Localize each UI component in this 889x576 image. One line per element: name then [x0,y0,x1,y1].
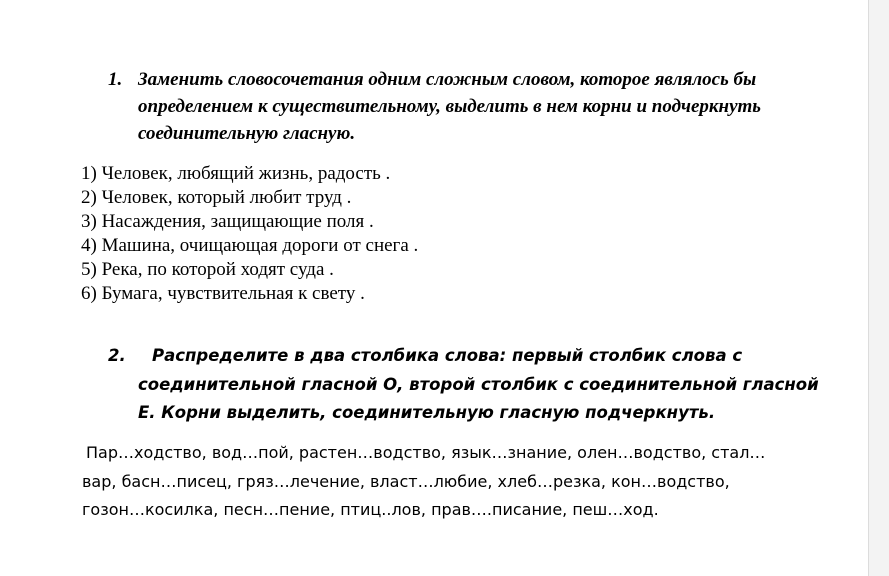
word-list: Пар…ходство, вод…пой, растен…водство, язык…знание, олен…водство, стал…вар, басн…писец, гряз…лечение, власт…любие, хлеб…резка, кон…водство, гозон…косилка, песн…пение, птиц..лов, прав….писание, пеш…ход. [82,443,766,519]
task-1 [108,66,808,147]
phrase-list [81,162,418,306]
task-1-instruction: Заменить словосочетания одним сложным словом, которое являлось бы определением к существительному, выделить в нем корни и подчеркнуть соединительную гласную. [138,69,761,144]
list-item: 3) Насаждения, защищающие поля . [81,211,374,232]
list-item: 6) Бумага, чувствительная к свету . [81,283,365,304]
task-2-instruction: Распределите в два столбика слова: первый столбик слова с соединительной гласной О, второй столбик с соединительной гласной Е. Корни выделить, соединительную гласную подчеркнуть. [138,346,819,422]
task-2 [108,342,828,428]
list-item: 1) Человек, любящий жизнь, радость . [81,163,391,184]
task-2-number: 2. [108,346,126,365]
scrollbar[interactable] [868,0,889,576]
task-1-number: 1. [108,69,123,90]
list-item: 2) Человек, который любит труд . [81,187,352,208]
list-item: 4) Машина, очищающая дороги от снега . [81,235,419,256]
list-item: 5) Река, по которой ходят суда . [81,259,334,280]
